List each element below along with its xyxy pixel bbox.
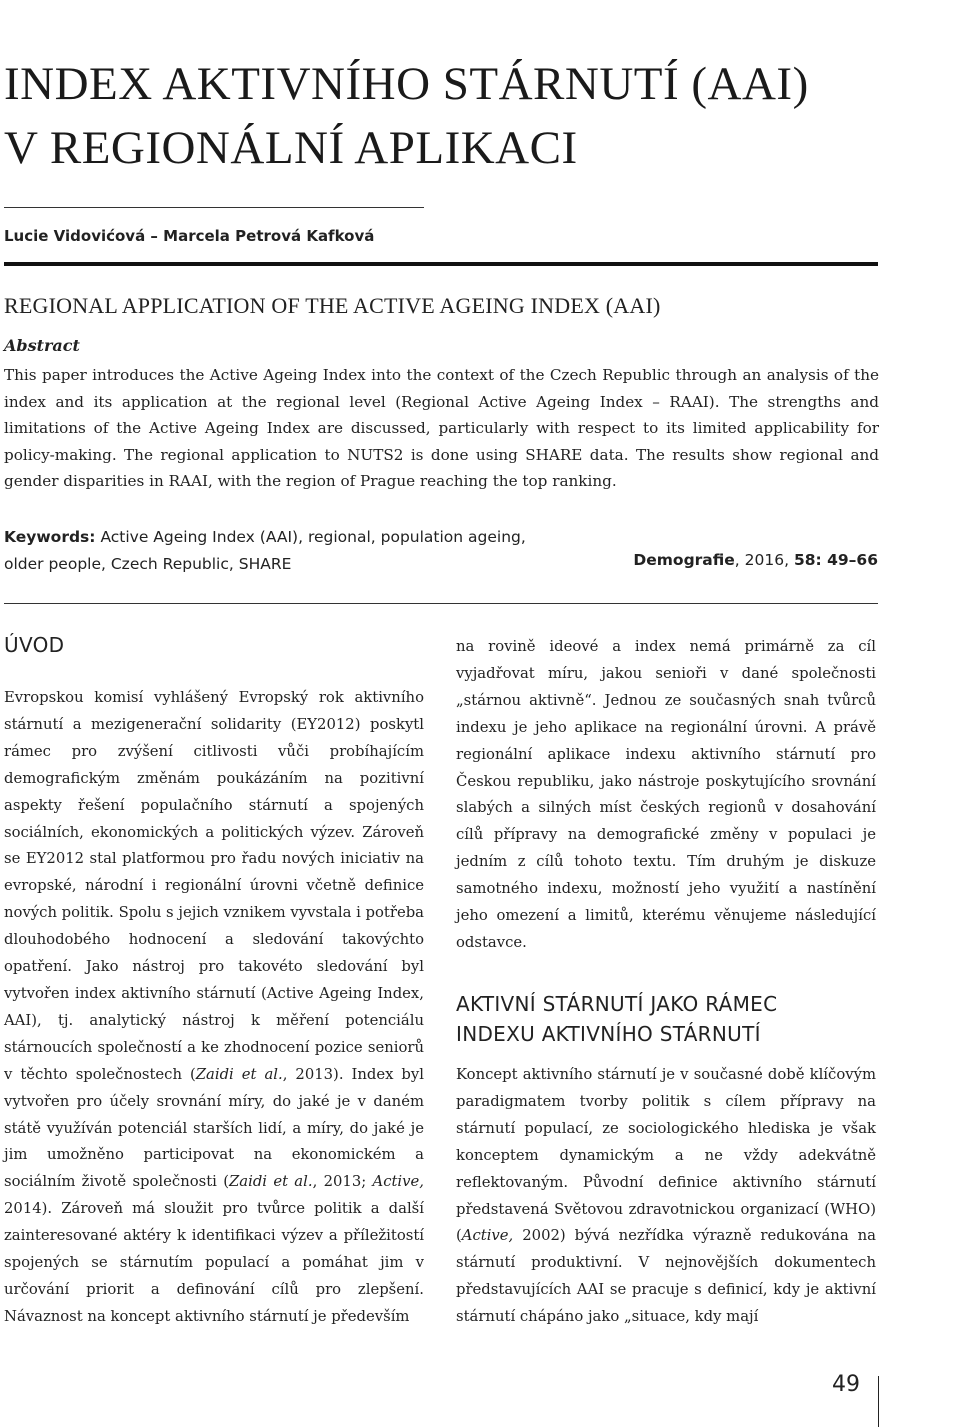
abstract-label: Abstract	[4, 336, 80, 355]
section-heading-uvod: ÚVOD	[4, 633, 65, 657]
right-column-top	[456, 634, 876, 957]
citation-journal: Demografie	[633, 551, 735, 569]
authors: Lucie Vidovićová – Marcela Petrová Kafková	[4, 227, 375, 245]
keywords-line-1: Active Ageing Index (AAI), regional, population ageing,	[100, 528, 526, 546]
keywords-line-2: older people, Czech Republic, SHARE	[4, 555, 292, 573]
uvod-paragraph	[4, 685, 424, 1331]
section2-heading-line-1: AKTIVNÍ STÁRNUTÍ JAKO RÁMEC	[456, 992, 778, 1016]
page-number: 49	[832, 1372, 860, 1397]
section2-paragraph	[456, 1062, 876, 1331]
keywords-label: Keywords:	[4, 528, 96, 546]
right-paragraph: na rovině ideové a index nemá primárně za cíl vyjadřovat míru, jakou senioři v dané společnosti „stárnou aktivně“. Jednou ze současných snah tvůrců indexu je jeho aplikace na regionální úrovni. A právě regionální aplikace indexu aktivního stárnutí pro Českou republiku, jako nástroje poskytujícího srovnání slabých a silných míst českých regionů v dosahování cílů přípravy na demografické změny v populaci je jedním z cílů tohoto textu. Tím druhým je diskuze samotného indexu, možností jeho využití a nastínění jeho omezení a limitů, kterému věnujeme následující odstavce.	[456, 638, 876, 951]
paper-title	[4, 52, 944, 180]
uvod-text-b: , 2013). Index byl vytvořen pro účely srovnání míry, do jaké je v daném státě využíván potenciál starších lidí, a míry, do jaké je jim umožněno participovat na ekonomickém a sociálním životě společnosti (	[4, 1065, 424, 1191]
abstract-divider	[4, 603, 878, 604]
citation-active-2002: Active,	[461, 1227, 514, 1245]
abstract-text: This paper introduces the Active Ageing Index into the context of the Czech Republic through an analysis of the index and its application at the regional level (Regional Active Ageing Index – RAAI). The strengths and limitations of the Active Ageing Index are discussed, particularly with respect to its limited applicability for policy-making. The regional application to NUTS2 is done using SHARE data. The results show regional and gender disparities in RAAI, with the region of Prague reaching the top ranking.	[4, 366, 879, 491]
citation-zaidi-2: Zaidi et al.	[228, 1173, 313, 1191]
title-line-2: V REGIONÁLNÍ APLIKACI	[4, 122, 578, 174]
citation-active-2014: Active,	[372, 1173, 424, 1191]
title-divider	[4, 207, 424, 208]
citation-zaidi-1: Zaidi et al.	[195, 1065, 283, 1083]
page-number-rule	[878, 1376, 879, 1427]
left-column	[4, 685, 424, 1331]
section-heading-active-ageing	[456, 989, 886, 1049]
title-line-1: INDEX AKTIVNÍHO STÁRNUTÍ (AAI)	[4, 58, 809, 110]
english-title: REGIONAL APPLICATION OF THE ACTIVE AGEING INDEX (AAI)	[4, 293, 661, 318]
citation-year: , 2016,	[734, 551, 794, 569]
uvod-text-a: Evropskou komisí vyhlášený Evropský rok aktivního stárnutí a mezigenerační solidarity (EY2012) poskytl rámec pro zvýšení citlivosti vůči probíhajícím demografickým změnám poukázáním na pozitivní aspekty řešení populačního stárnutí a spojených sociálních, ekonomických a politických výzev. Zároveň se EY2012 stal platformou pro řadu nových iniciativ na evropské, národní i regionální úrovni včetně definice nových politik. Spolu s jejich vznikem vyvstala i potřeba dlouhodobého hodnocení a sledování takovýchto opatření. Jako nástroj pro takovéto sledování byl vytvořen index aktivního stárnutí (Active Ageing Index, AAI), tj. analytický nástroj k měření potenciálu stárnoucích společností a ke zhodnocení pozice seniorů v těchto společnostech (	[4, 689, 424, 1083]
right-column-bottom	[456, 1062, 876, 1331]
section2-text-a: Koncept aktivního stárnutí je v současné době klíčovým paradigmatem tvorby politik s cílem přípravy na stárnutí populací, ze sociologického hlediska je však konceptem dynamickým a ne vždy adekvátně reflektovaným. Původní definice aktivního stárnutí představená Světovou zdravotnickou organizací (WHO) (	[456, 1066, 876, 1245]
uvod-text-c: , 2013;	[312, 1173, 373, 1191]
section2-text-b: 2002) bývá nezřídka výrazně redukována na stárnutí produktivní. V nejnovějších dokumentech představujících AAI se pracuje s definicí, kdy je aktivní stárnutí chápáno jako „situace, kdy mají	[456, 1227, 876, 1326]
header-divider	[4, 262, 878, 266]
uvod-text-d: 2014). Zároveň má sloužit pro tvůrce politik a další zainteresované aktéry k identifikaci výzev a příležitostí spojených se stárnutím populací a pomáhat jim v určování priorit a definování cílů pro zlepšení. Návaznost na koncept aktivního stárnutí je především	[4, 1200, 424, 1325]
section2-heading-line-2: INDEXU AKTIVNÍHO STÁRNUTÍ	[456, 1022, 761, 1046]
citation-pages: 58: 49–66	[793, 551, 878, 569]
citation	[633, 551, 878, 569]
